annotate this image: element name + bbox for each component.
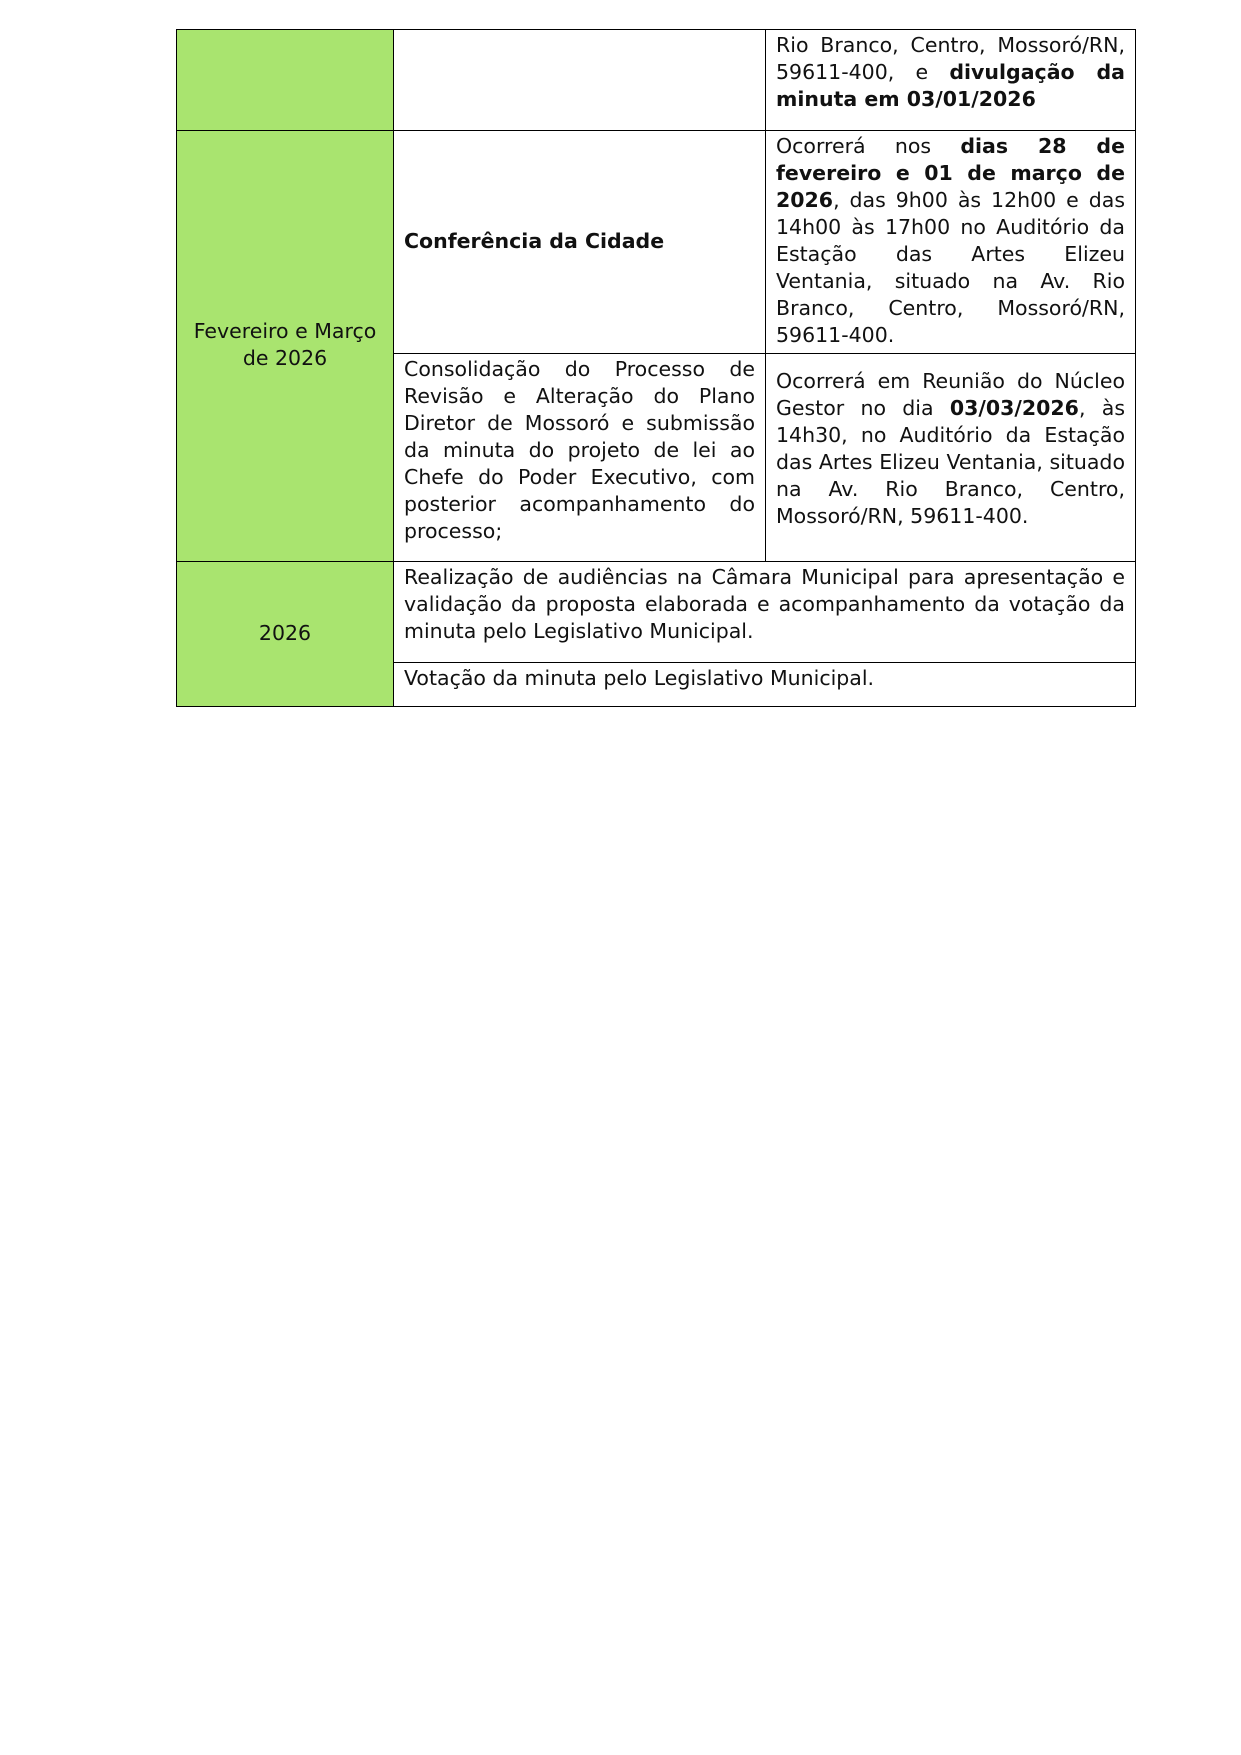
details-text-continued: , das 9h00 às 12h00 e das 14h00 às 17h00 no Auditório da Estação das Artes Elizeu Ventania, situado na Av. Rio Branco, Centro, Mossoró/RN, 59611-400. <box>776 188 1125 347</box>
activity-text: Realização de audiências na Câmara Municipal para apresentação e validação da proposta elaborada e acompanhamento da votação da minuta pelo Legislativo Municipal. <box>404 565 1125 643</box>
details-highlight: 03/03/2026 <box>949 396 1079 420</box>
period-cell <box>177 562 394 707</box>
activity-cell <box>394 131 766 354</box>
table-row <box>177 30 1136 131</box>
table-row <box>177 131 1136 354</box>
details-highlight: dias 28 de fevereiro e 01 de março de 2026 <box>776 134 1125 212</box>
activity-cell <box>394 562 1136 663</box>
period-cell <box>177 131 394 562</box>
table-row <box>177 562 1136 663</box>
activity-cell <box>394 30 766 131</box>
activity-text: Consolidação do Processo de Revisão e Alteração do Plano Diretor de Mossoró e submissão da minuta do projeto de lei ao Chefe do Poder Executivo, com posterior acompanhamento do processo; <box>404 357 755 543</box>
schedule-table <box>176 29 1136 707</box>
details-cell <box>766 30 1136 131</box>
details-text: Ocorrerá nos <box>776 134 961 158</box>
period-label: 2026 <box>258 620 312 645</box>
details-cell <box>766 354 1136 562</box>
activity-title: Conferência da Cidade <box>404 228 665 253</box>
activity-cell <box>394 663 1136 707</box>
details-text: Rio Branco, Centro, Mossoró/RN, 59611-400, e <box>776 33 1125 84</box>
activity-text: Votação da minuta pelo Legislativo Municipal. <box>404 666 875 690</box>
details-cell <box>766 131 1136 354</box>
details-highlight: divulgação da minuta em 03/01/2026 <box>776 60 1125 111</box>
period-cell <box>177 30 394 131</box>
details-text: Ocorrerá em Reunião do Núcleo Gestor no dia <box>776 369 1125 420</box>
activity-cell <box>394 354 766 562</box>
period-label: Fevereiro e Março de 2026 <box>193 319 377 370</box>
details-text-continued: , às 14h30, no Auditório da Estação das Artes Elizeu Ventania, situado na Av. Rio Branco, Centro, Mossoró/RN, 59611-400. <box>776 396 1125 528</box>
